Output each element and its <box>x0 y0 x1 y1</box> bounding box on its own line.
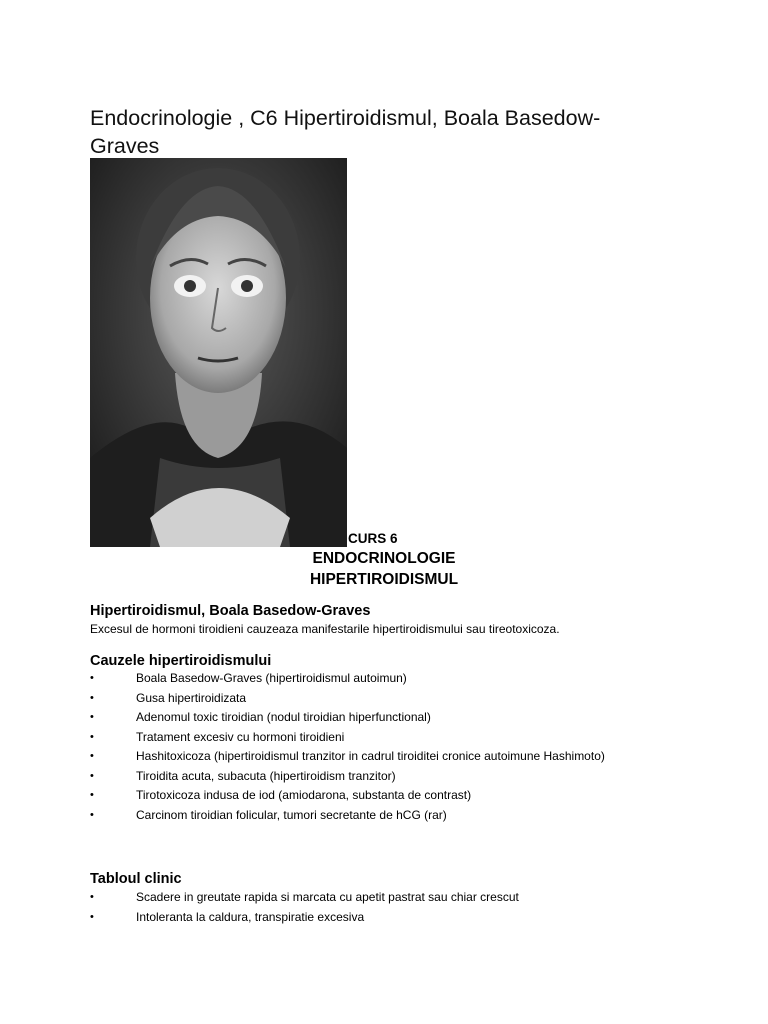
bullet-icon: • <box>90 808 94 821</box>
course-subject: ENDOCRINOLOGIE <box>312 550 456 567</box>
list-item: • Tiroidita acuta, subacuta (hipertiroidism tranzitor) <box>90 767 605 787</box>
list-item: • Adenomul toxic tiroidian (nodul tiroidian hiperfunctional) <box>90 708 605 728</box>
list-item: • Tratament excesiv cu hormoni tiroidieni <box>90 728 605 748</box>
bullet-icon: • <box>90 730 94 743</box>
intro-text: Excesul de hormoni tiroidieni cauzeaza manifestarile hipertiroidismului sau tireotoxicoza. <box>90 622 560 636</box>
bullet-icon: • <box>90 769 94 782</box>
list-item: • Boala Basedow-Graves (hipertiroidismul autoimun) <box>90 669 605 689</box>
causes-list <box>90 669 605 825</box>
bullet-icon: • <box>90 691 94 704</box>
bullet-icon: • <box>90 711 94 723</box>
course-number: CURS 6 <box>348 531 398 546</box>
document-title-line1: Endocrinologie , C6 Hipertiroidismul, Boala Basedow- <box>90 106 601 130</box>
bullet-icon: • <box>90 672 94 684</box>
clinical-heading: Tabloul clinic <box>90 871 182 887</box>
course-topic: HIPERTIROIDISMUL <box>309 571 459 588</box>
bullet-icon: • <box>90 789 94 801</box>
list-item: • Scadere in greutate rapida si marcata cu apetit pastrat sau chiar crescut <box>90 888 519 908</box>
bullet-icon: • <box>90 910 94 923</box>
bullet-icon: • <box>90 750 94 762</box>
list-item: • Intoleranta la caldura, transpiratie excesiva <box>90 908 519 928</box>
document-title <box>90 104 690 160</box>
list-item: • Hashitoxicoza (hipertiroidismul tranzitor in cadrul tiroiditei cronice autoimune Hashimoto) <box>90 747 605 767</box>
patient-photo <box>90 158 347 547</box>
intro-heading: Hipertiroidismul, Boala Basedow-Graves <box>90 603 371 619</box>
list-item: • Gusa hipertiroidizata <box>90 689 605 709</box>
causes-heading: Cauzele hipertiroidismului <box>90 653 272 669</box>
list-item: • Tirotoxicoza indusa de iod (amiodarona, substanta de contrast) <box>90 786 605 806</box>
bullet-icon: • <box>90 891 94 903</box>
document-title-line2: Graves <box>90 134 160 158</box>
clinical-list <box>90 888 519 927</box>
list-item: • Carcinom tiroidian folicular, tumori secretante de hCG (rar) <box>90 806 605 826</box>
